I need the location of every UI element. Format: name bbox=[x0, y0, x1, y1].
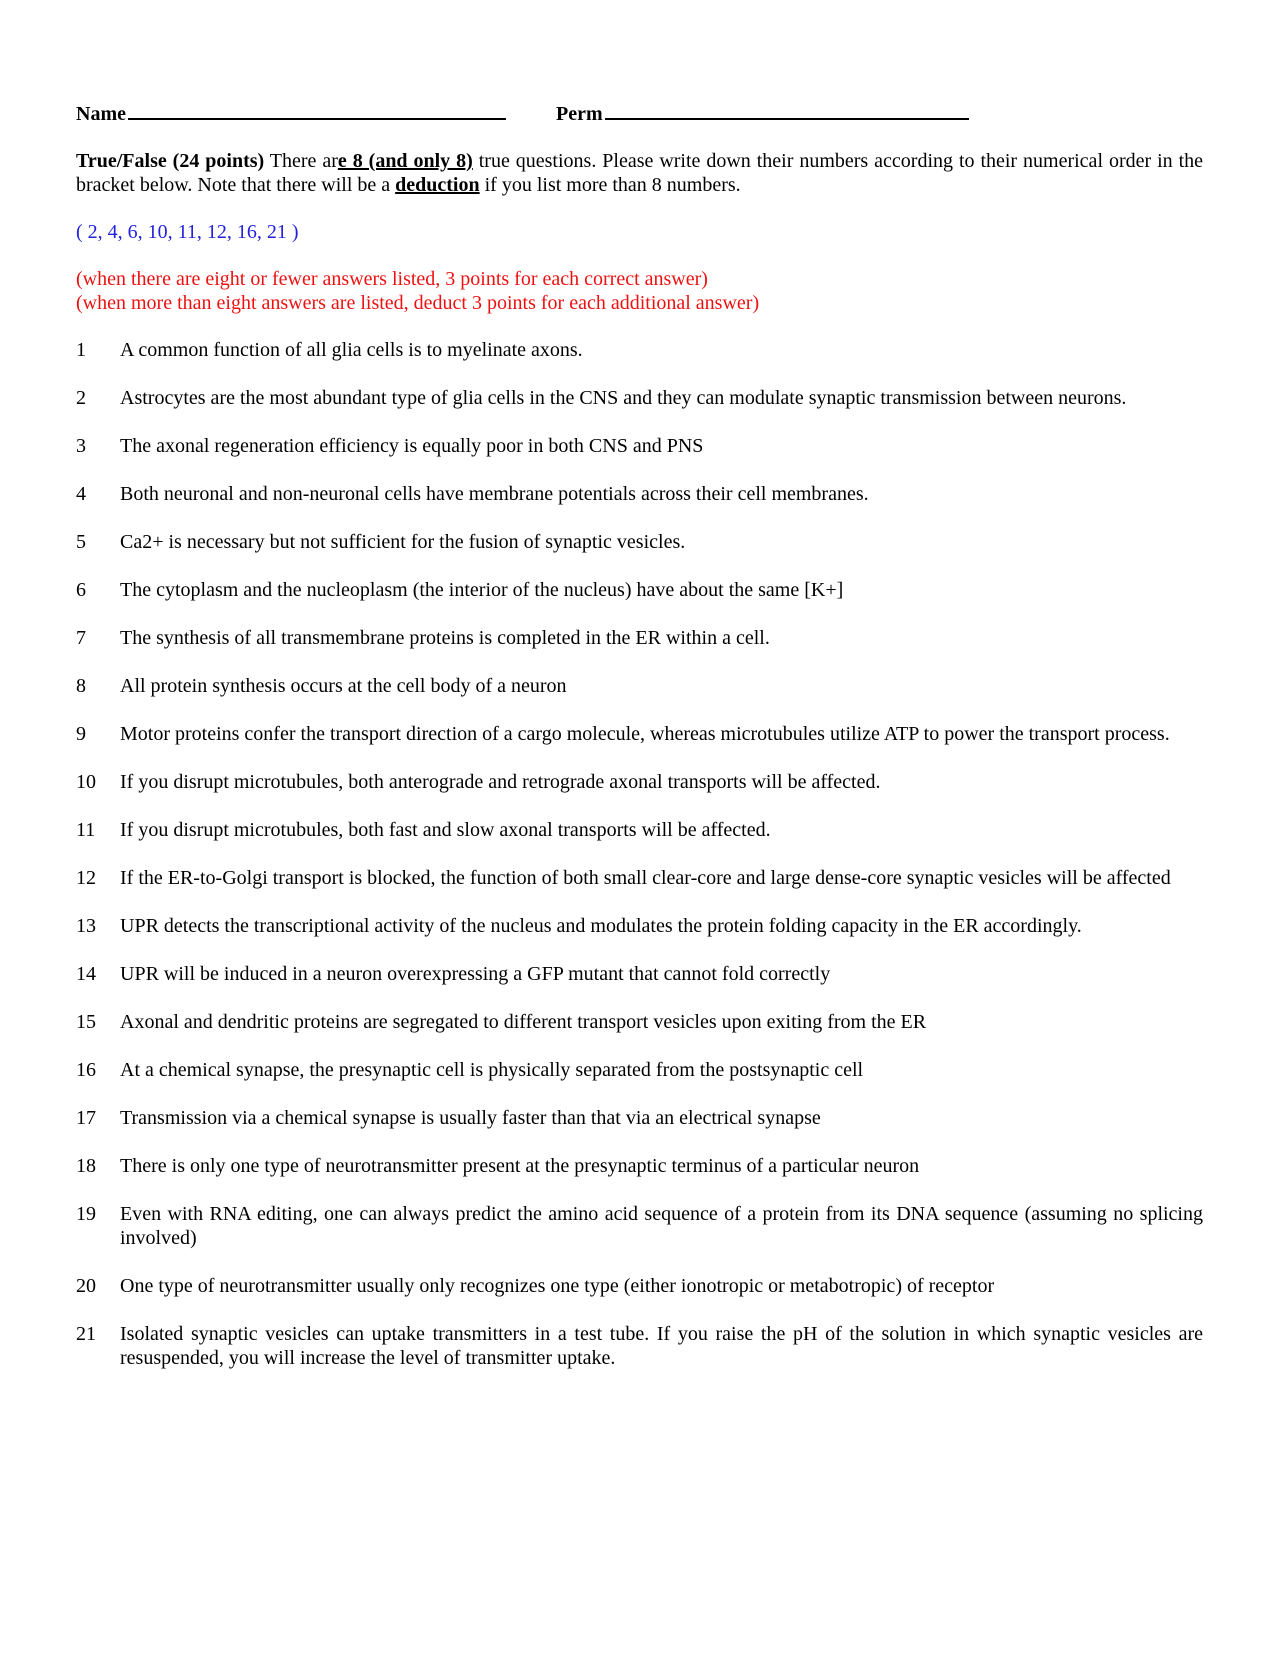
question-item bbox=[76, 338, 1203, 362]
question-item bbox=[76, 914, 1203, 938]
question-text: Both neuronal and non-neuronal cells have membrane potentials across their cell membranes. bbox=[120, 483, 869, 505]
question-item bbox=[76, 770, 1203, 794]
question-text: UPR will be induced in a neuron overexpressing a GFP mutant that cannot fold correctly bbox=[120, 963, 831, 985]
instructions-paragraph bbox=[76, 149, 1203, 197]
rubric-line-1: (when there are eight or fewer answers listed, 3 points for each correct answer) bbox=[76, 268, 708, 290]
question-number: 6 bbox=[76, 579, 86, 601]
question-text: Ca2+ is necessary but not sufficient for the fusion of synaptic vesicles. bbox=[120, 531, 686, 553]
name-blank-line bbox=[128, 116, 506, 120]
question-number: 21 bbox=[76, 1323, 96, 1345]
question-number: 14 bbox=[76, 963, 96, 985]
true-count-emphasis: e 8 (and only 8) bbox=[337, 150, 473, 172]
question-item bbox=[76, 530, 1203, 554]
question-number: 13 bbox=[76, 915, 96, 937]
question-item bbox=[76, 866, 1203, 890]
question-text: Motor proteins confer the transport direction of a cargo molecule, whereas microtubules utilize ATP to power the transport process. bbox=[120, 723, 1170, 745]
question-item bbox=[76, 1202, 1203, 1250]
question-item bbox=[76, 674, 1203, 698]
question-list bbox=[76, 338, 1203, 1370]
question-number: 18 bbox=[76, 1155, 96, 1177]
instructions-text-2: true questions. Please write down their numbers according to their numerical order in the bracket below. Note that there will be a bbox=[76, 150, 1204, 196]
question-item bbox=[76, 1154, 1203, 1178]
question-number: 8 bbox=[76, 675, 86, 697]
question-number: 5 bbox=[76, 531, 86, 553]
question-number: 3 bbox=[76, 435, 86, 457]
question-text: Even with RNA editing, one can always predict the amino acid sequence of a protein from its DNA sequence (assuming no splicing involved) bbox=[120, 1203, 1203, 1249]
question-text: If you disrupt microtubules, both fast and slow axonal transports will be affected. bbox=[120, 819, 771, 841]
perm-field bbox=[556, 102, 969, 126]
question-text: All protein synthesis occurs at the cell body of a neuron bbox=[120, 675, 567, 697]
instructions-text-1: There ar bbox=[264, 150, 338, 172]
header-row bbox=[76, 100, 1203, 130]
perm-label: Perm bbox=[556, 103, 603, 125]
question-number: 12 bbox=[76, 867, 96, 889]
deduction-emphasis: deduction bbox=[395, 174, 480, 196]
question-item bbox=[76, 962, 1203, 986]
question-number: 4 bbox=[76, 483, 86, 505]
question-number: 9 bbox=[76, 723, 86, 745]
question-number: 11 bbox=[76, 819, 96, 841]
question-text: The cytoplasm and the nucleoplasm (the interior of the nucleus) have about the same [K+] bbox=[120, 579, 844, 601]
question-number: 7 bbox=[76, 627, 86, 649]
exam-page bbox=[76, 100, 1203, 1394]
question-item bbox=[76, 482, 1203, 506]
section-title: True/False (24 points) bbox=[76, 150, 265, 172]
question-text: The synthesis of all transmembrane proteins is completed in the ER within a cell. bbox=[120, 627, 770, 649]
question-text: Isolated synaptic vesicles can uptake transmitters in a test tube. If you raise the pH of the solution in which synaptic vesicles are resuspended, you will increase the level of transmitter uptake. bbox=[120, 1323, 1203, 1369]
question-text: One type of neurotransmitter usually only recognizes one type (either ionotropic or metabotropic) of receptor bbox=[120, 1275, 995, 1297]
question-text: If you disrupt microtubules, both anterograde and retrograde axonal transports will be affected. bbox=[120, 771, 881, 793]
question-number: 17 bbox=[76, 1107, 96, 1129]
question-text: Astrocytes are the most abundant type of glia cells in the CNS and they can modulate synaptic transmission between neurons. bbox=[120, 387, 1127, 409]
question-number: 19 bbox=[76, 1203, 96, 1225]
question-number: 10 bbox=[76, 771, 96, 793]
name-label: Name bbox=[76, 103, 126, 125]
perm-blank-line bbox=[605, 116, 969, 120]
answer-key: ( 2, 4, 6, 10, 11, 12, 16, 21 ) bbox=[76, 221, 299, 243]
question-number: 15 bbox=[76, 1011, 96, 1033]
instructions-text-3: if you list more than 8 numbers. bbox=[479, 174, 741, 196]
question-item bbox=[76, 578, 1203, 602]
question-item bbox=[76, 1322, 1203, 1370]
question-number: 16 bbox=[76, 1059, 96, 1081]
question-text: Axonal and dendritic proteins are segregated to different transport vesicles upon exiting from the ER bbox=[120, 1011, 927, 1033]
rubric-line-2: (when more than eight answers are listed, deduct 3 points for each additional answer) bbox=[76, 292, 760, 314]
question-text: Transmission via a chemical synapse is usually faster than that via an electrical synapse bbox=[120, 1107, 821, 1129]
question-item bbox=[76, 626, 1203, 650]
question-number: 2 bbox=[76, 387, 86, 409]
question-text: UPR detects the transcriptional activity of the nucleus and modulates the protein folding capacity in the ER accordingly. bbox=[120, 915, 1082, 937]
name-field bbox=[76, 102, 506, 126]
question-text: A common function of all glia cells is to myelinate axons. bbox=[120, 339, 583, 361]
question-item bbox=[76, 722, 1203, 746]
question-item bbox=[76, 1274, 1203, 1298]
question-number: 1 bbox=[76, 339, 86, 361]
question-item bbox=[76, 386, 1203, 410]
grading-rubric bbox=[76, 267, 1203, 315]
question-number: 20 bbox=[76, 1275, 96, 1297]
question-text: The axonal regeneration efficiency is equally poor in both CNS and PNS bbox=[120, 435, 704, 457]
question-item bbox=[76, 1010, 1203, 1034]
question-text: If the ER-to-Golgi transport is blocked, the function of both small clear-core and large dense-core synaptic vesicles will be affected bbox=[120, 867, 1171, 889]
question-item bbox=[76, 434, 1203, 458]
question-item bbox=[76, 1058, 1203, 1082]
question-text: There is only one type of neurotransmitter present at the presynaptic terminus of a particular neuron bbox=[120, 1155, 920, 1177]
question-item bbox=[76, 818, 1203, 842]
question-text: At a chemical synapse, the presynaptic cell is physically separated from the postsynaptic cell bbox=[120, 1059, 864, 1081]
question-item bbox=[76, 1106, 1203, 1130]
